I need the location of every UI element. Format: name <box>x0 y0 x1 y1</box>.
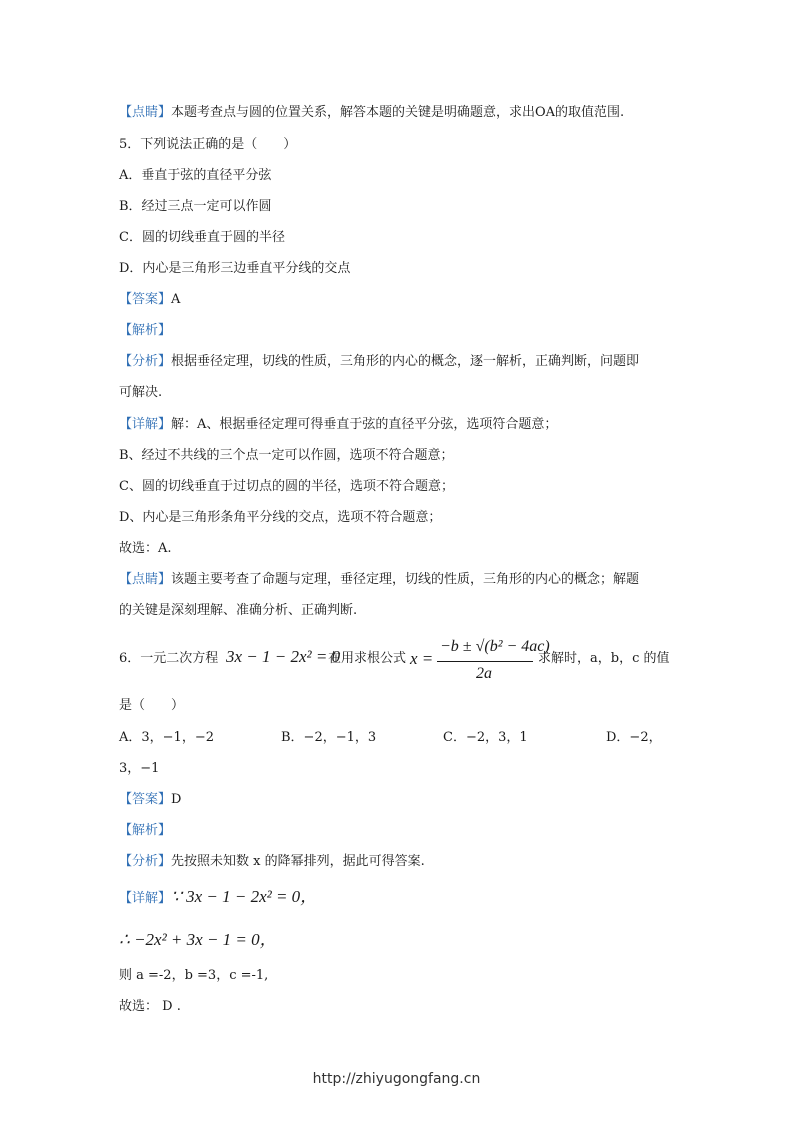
q6-option-d-cont: 3，−1 <box>119 761 160 776</box>
q6-stem-c: 求解时，a，b，c 的值 <box>538 651 670 666</box>
xiangjie-text: 解：A、根据垂径定理可得垂直于弦的直径平分弦，选项符合题意； <box>171 417 558 432</box>
answer-tag: 【答案】 <box>119 792 172 807</box>
q5-option-a: A．垂直于弦的直径平分弦 <box>119 168 272 183</box>
q5-option-d: D．内心是三角形三边垂直平分线的交点 <box>119 261 351 276</box>
q6-coefficients: 则 a =-2，b =3，c =-1, <box>119 968 269 983</box>
because-step: ∵ 3x − 1 − 2x² = 0， <box>171 887 318 906</box>
q6-answer <box>119 791 181 809</box>
q5-option-c: C．圆的切线垂直于圆的半径 <box>119 230 285 245</box>
q5-xiangjie <box>119 416 557 434</box>
footer-url: http://zhiyugongfang.cn <box>312 1071 481 1087</box>
q5-answer <box>119 291 180 309</box>
q6-stem-d: 是（ ） <box>119 698 185 713</box>
dianjing-paragraph <box>119 104 624 122</box>
therefore-step: ∴ −2x² + 3x − 1 = 0， <box>119 930 277 949</box>
fenxi-tag: 【分析】 <box>119 354 172 369</box>
q6-option-d: D．−2， <box>606 730 662 745</box>
answer-value: D <box>171 792 182 807</box>
q5-stem: 5．下列说法正确的是（ ） <box>119 137 297 152</box>
formula-lhs: x = <box>410 649 434 668</box>
q5-fenxi <box>119 353 639 371</box>
q5-option-b: B．经过三点一定可以作圆 <box>119 199 272 214</box>
xiangjie-tag: 【详解】 <box>119 417 172 432</box>
q6-option-b: B．−2，−1，3 <box>281 730 377 745</box>
q5-detail-c: C、圆的切线垂直于过切点的圆的半径，选项不符合题意； <box>119 479 454 494</box>
dianjing-tag: 【点睛】 <box>119 105 172 120</box>
q6-fenxi <box>119 853 425 871</box>
q5-detail-b: B、经过不共线的三个点一定可以作圆，选项不符合题意； <box>119 448 454 463</box>
fenxi-tag: 【分析】 <box>119 854 172 869</box>
q6-xiangjie <box>119 888 317 908</box>
q5-jiexi-tag: 【解析】 <box>119 323 172 338</box>
fenxi-text: 先按照未知数 x 的降幂排列，据此可得答案. <box>171 854 425 869</box>
fraction-bar <box>437 661 533 662</box>
q5-fenxi-cont: 可解决. <box>119 385 163 400</box>
fenxi-text: 根据垂径定理，切线的性质，三角形的内心的概念，逐一解析，正确判断，问题即 <box>171 354 640 369</box>
q5-guxuan: 故选：A. <box>119 541 172 556</box>
dianjing-tag: 【点睛】 <box>119 572 172 587</box>
answer-tag: 【答案】 <box>119 292 172 307</box>
q5-dianjing <box>119 571 639 589</box>
formula-denominator: 2a <box>476 665 492 682</box>
q6-guxuan: 故选： D . <box>119 999 181 1014</box>
formula-numerator: −b ± √(b² − 4ac) <box>440 638 550 655</box>
q5-detail-d: D、内心是三角形条角平分线的交点，选项不符合题意； <box>119 510 442 525</box>
answer-value: A <box>171 292 181 307</box>
q6-equation: 3x − 1 − 2x² = 0 <box>226 647 341 666</box>
q5-dianjing-cont: 的关键是深刻理解、准确分析、正确判断. <box>119 603 358 618</box>
xiangjie-tag: 【详解】 <box>119 891 172 906</box>
q6-stem-a: 6．一元二次方程 <box>119 651 219 666</box>
q6-option-c: C．−2，3，1 <box>443 730 528 745</box>
dianjing-text: 该题主要考查了命题与定理，垂径定理，切线的性质，三角形的内心的概念；解题 <box>171 572 640 587</box>
q6-jiexi-tag: 【解析】 <box>119 823 172 838</box>
dianjing-text: 本题考查点与圆的位置关系，解答本题的关键是明确题意，求出OA的取值范围. <box>171 105 625 120</box>
q6-stem-b: 在用求根公式 <box>328 651 407 666</box>
q6-option-a: A．3，−1，−2 <box>119 730 214 745</box>
